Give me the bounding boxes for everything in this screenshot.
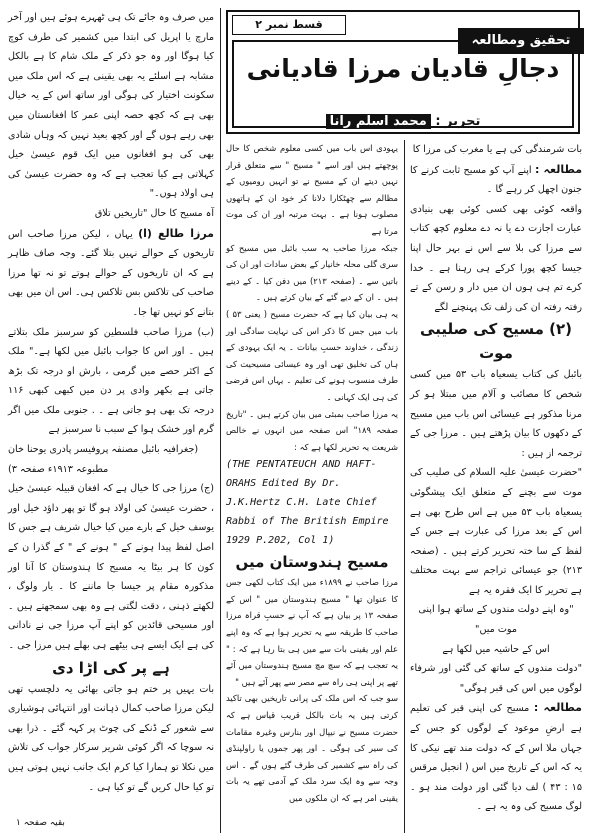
byline-prefix: تحریر : <box>435 114 481 129</box>
article-title: دجالِ قادیان مرزا قادیانی <box>246 54 560 83</box>
paragraph: مرزا صاحب نے ۱۸۹۹ء میں ایک کتاب لکھی جس کا عنوان تھا " مسیح ہندوستان میں " اس کے صفحہ ۱۳ پر بیان ہے کہ آپ نے حسبِ قراہ مرزا صاحب کا طریقہ سے یہ تحریر ہوا ہے کہ وہ اپنے علم اور یقینی بات سے میں ہی بتا رہا ہے کہ : " یہ تعجب ہے کہ سچ مچ مسیح ہندوستان میں آئے تھے پر اپنی ہی راہ سے مصر سے پھر آئے ہیں " <box>226 577 399 687</box>
paragraph: (ب) مرزا صاحب فلسطین کو سرسبز ملک بتلاتے ہیں ۔ اور اس کا جواب بائبل میں لکھا ہے۔" ملک کے اکثر حصے میں گرمی ، بارش او درجہ تک بڑھ جاتی ہے بکھر وادی پر دن میں کبھی کبھی ۱۱۶ درجہ تک بھی ہو جاتی ہے ۔ . جنوبی ملک میں اگر گرم اور خشک ہوا کے سبب نا سرسبز ہے <box>8 326 214 436</box>
reference: (جغرافیہ بائبل مصنفہ پروفیسر پادری یوحنا خان مطبوعہ ۱۹۱۳ء صفحہ ۳) <box>8 444 199 475</box>
paragraph: واقعہ کوئی بھی کسی کوئی بھی بنیادی عبارت اجازت دے یا نہ دے معلوم کچھ کتاب سے مرزا کی بلا سے اس نے بہر حال اپنا جیسا کچھ پورا کرکے ہی رہنا ہے ۔ خدا کرے تم ہی ہوں ان میں دار و رسن کے تے رفتہ رفتہ ان کی زلف تک پہنچنے لگے <box>410 203 582 313</box>
column-divider-left <box>220 8 221 833</box>
section-label: تحقیق ومطالعہ <box>458 28 584 54</box>
column-middle <box>226 140 398 807</box>
column-divider-right <box>404 140 405 833</box>
quote: "دولت مندوں کے ساتھ کی گئی اور شرفاء لوگوں میں اس کی قبر ہوگی" <box>410 663 582 694</box>
paragraph: بائبل کی کتاب یسعیاہ باب ۵۳ میں کسی شخص کا مصائب و آلام میں مبتلا ہو کر مرنا مذکور ہے عیسائی اس باب میں مسیح کے دکھوں کا بیان پڑھتے ہیں ۔ مرزا جی کے ترجمہ از ہیں : <box>410 369 582 459</box>
paragraph: اس کے حاشیہ میں لکھا ہے <box>442 643 550 655</box>
column-right <box>410 140 582 817</box>
mutala-label: مرزا طالع (ا) <box>138 226 214 240</box>
paragraph: یہودی اس باب میں کسی معلوم شخص کا حال پوچھتے ہیں اور اسے " مسیح " سے متعلق قرار نہیں دیتے ان کے مسیح نے تو انہیں رومیوں کے مظالم سے چھٹکارا دلانا کر خود ان کے ہاتھوں مصلوب ہونا ہے ۔ بہت مرتبہ اور ان کی موت مرتا ہے <box>226 143 398 236</box>
paragraph: (ج) مرزا جی کا خیال ہے کہ افغان قبیلہ عیسیٰ خیل ، حضرت عیسیٰ کی اولاد ہو گا تو پھر داؤد خیل اور یوسف خیل کے بارے میں کیا خیال شریف ہے جس کا اصل لفظ پیدا ہونے کے " ہونے کے " کے گذرا ن کے کون کا ہر بیٹا یہ مسیح کا ہندوستان کا آنا اور مذکورہ مقام پر جیسا جا ماننے کا ۔ یار ولوگ ، لکھتے ذہنی ، دقت لگتی ہے وہ بھی سمجھتے ہیں ۔ اور مسیحی قائدین کو اپنے آپ مرزا جی نے نادانی کی ہے ایک ایسے ہی بیٹھے ہی بھلے ہیں مرزا جی ۔ <box>8 483 214 651</box>
quote: "وہ اپنے دولت مندوں کے ساتھ ہوا اپنی موت میں" <box>418 604 574 636</box>
paragraph: یہ مرزا صاحب بمبئی میں بیان کرتے ہیں ۔ "تاریخ صفحہ ۱۸۹" اس صفحہ میں انہوں نے خالص شریعت یہ تحریر لکھا ہے کہ : <box>226 408 398 452</box>
byline <box>240 114 566 129</box>
paragraph-text: اپنے آپ کو مسیح ثابت کرنے کا جنون اچھل کر رہے گا ۔ <box>410 164 582 196</box>
mutala-label: مطالعہ : <box>534 162 583 176</box>
column-left <box>8 8 214 797</box>
paragraph: یہ ہی بیان کیا ہے کہ حضرت مسیح ( یعنی ۵۳ ) باب میں جس کا ذکر اس کی نہایت سادگی اور زندگی ، خداوند حسبِ بیانات ۔ یہ ایک یہودی کے ہاں کی تخلیق تھی اور وہ عیسائی مسیحیت کی طرف منسوب ہونے کی تعلیم ۔ یہاں اس فرضی کی ہی ایک کہانی ۔ <box>226 308 398 402</box>
paragraph <box>410 160 582 200</box>
section-heading: (۲) مسیح کی صلیبی موت <box>420 320 572 363</box>
english-reference: (THE PENTATEUCH AND HAFT-ORAHS Edited By Dr. J.K.Hertz C.H. Late Chief Rabbi of The British Empire 1929 P.202, Col 1) <box>226 459 389 547</box>
paragraph <box>410 698 582 817</box>
paragraph: سو جب کہ اس ملک کی پرانی تاریخیں بھی تاکید کرتی ہیں یہ بات بالکل قریب قیاس ہے کہ حضرت مسیح نے نیپال اور بنارس وغیرہ مقامات کی سیر کی ہوگی ۔ اور پھر جموں یا راولپنڈی کی راہ سے کشمیر کی طرف گئے ہوں گے ۔ اس وجہ سے وہ ایک سرد ملک کے آدمی تھے یہ بات یقینی امر ہے کہ ان ملکوں میں <box>226 693 398 803</box>
continued-note: بقیہ صفحہ ۱ <box>16 818 65 828</box>
subheading: مسیح ہندوستان میں <box>235 553 389 572</box>
paragraph-text: مسیح کی اپنی قبر کی تعلیم ہے ارضِ موعود کے لوگوں کو جس کے جہاں ملا اس کے کہ دولت مند تھے نیکی کا یہ کہ اس کے تاریخ میں اس ( انجیل مرقس ۱۵ : ۴۳ ) لف دیا گئی اور دولت مند ہو ۔ لوگ مسیح کی وہ یہ ہے ۔ <box>410 703 582 813</box>
paragraph: جبکہ مرزا صاحب یہ سب بائبل میں مسیح کو سری گلی محلہ خانیار کے بعض سادات اور ان کی باتیں سے ۔ (صفحہ ۲۱۳) میں دفن کیا ۔ کے دینے ہیں ۔ ان کے دیے گئے کے بیان کرتے ہیں ۔ <box>226 242 398 303</box>
paragraph: بات شرمندگی کی ہے یا مغرب کی مرزا کا <box>412 144 582 155</box>
subheading: ہے پر کی اڑا دی <box>52 658 170 677</box>
paragraph: بات یہیں پر ختم ہو جاتی بھائی یہ دلچسپ تھی لیکن مرزا صاحب کمال ذہانت اور انتہائی ہوشیاری سے شعور کے ڈنکے کی چوٹ پر کہہ گئے ۔ ذرا بھی نہ سوچا کہ اگر کوئی شریر سرکار جواب کی تلاش میں نکلا تو ہمارا کیا کرم ایک جانب نہیں ہوتی ہیں تو کیا حال کریں گے تو کیا ہی ۔ <box>8 683 214 793</box>
paragraph-text: یہاں ، لیکن مرزا صاحب اس تاریخوں کے حوالے نہیں بتلا گئے۔ وجہ صاف ظاہر ہے کہ ان تاریخوں کے حوالے ہوتے تو نہ تھا مرزا صاحب کی تلاکس بس تلاکس ہی۔ اس ان میں بھی بتانے کو نہیں تھا جا۔ <box>8 228 214 318</box>
installment-tag: قسط نمبر ۲ <box>232 15 346 35</box>
paragraph: میں صرف وہ جائے تک ہی ٹھہرے ہوئے ہیں اور آخر مارچ یا اپریل کی ابتدا میں کشمیر کی طرف کوچ کیا ہوگا اور وہ جو ذکر کے ملک شام کا ہے بالکل مشابہ ہے اسلئے یہ بھی یقینی ہے کہ اس ملک میں سکونت اختیار کی ہوگی اور ساتھ اس کے یہ خیال بھی ہے کہ کچھ حصہ اپنی عمر کا افغانستان میں بھی رہے ہوں گے اور کچھ بعید نہیں کہ وہاں شادی بھی کی ہو افغانوں میں ایک قوم عیسیٰ خیل کہلاتی ہے کیا تعجب ہے کہ وہ حضرت عیسیٰ کی ہی اولاد ہوں۔" <box>8 12 214 200</box>
author-name: محمد اسلم رانا <box>326 114 431 129</box>
mutala-label: مطالعہ : <box>533 701 582 715</box>
paragraph: "حضرت عیسیٰ علیہ السلام کی صلیب کی موت سے بچنے کے متعلق ایک پیشگوئی یسعیاہ باب ۵۳ میں ہے اس طرح بھی ہے اس کے بعد مرزا کی عبارت ہے جس کے لفظ کے سا ختہ تحریر کرتے ہیں ۔ (صفحہ ۲۱۳) جو عیسائی تراجم سے بہت مختلف ہے تحریر کا ایک فقرہ یہ ہے <box>410 467 582 596</box>
paragraph: آہ مسیح کا حال "تاریخیں تلاق <box>94 207 214 219</box>
paragraph <box>8 224 214 323</box>
